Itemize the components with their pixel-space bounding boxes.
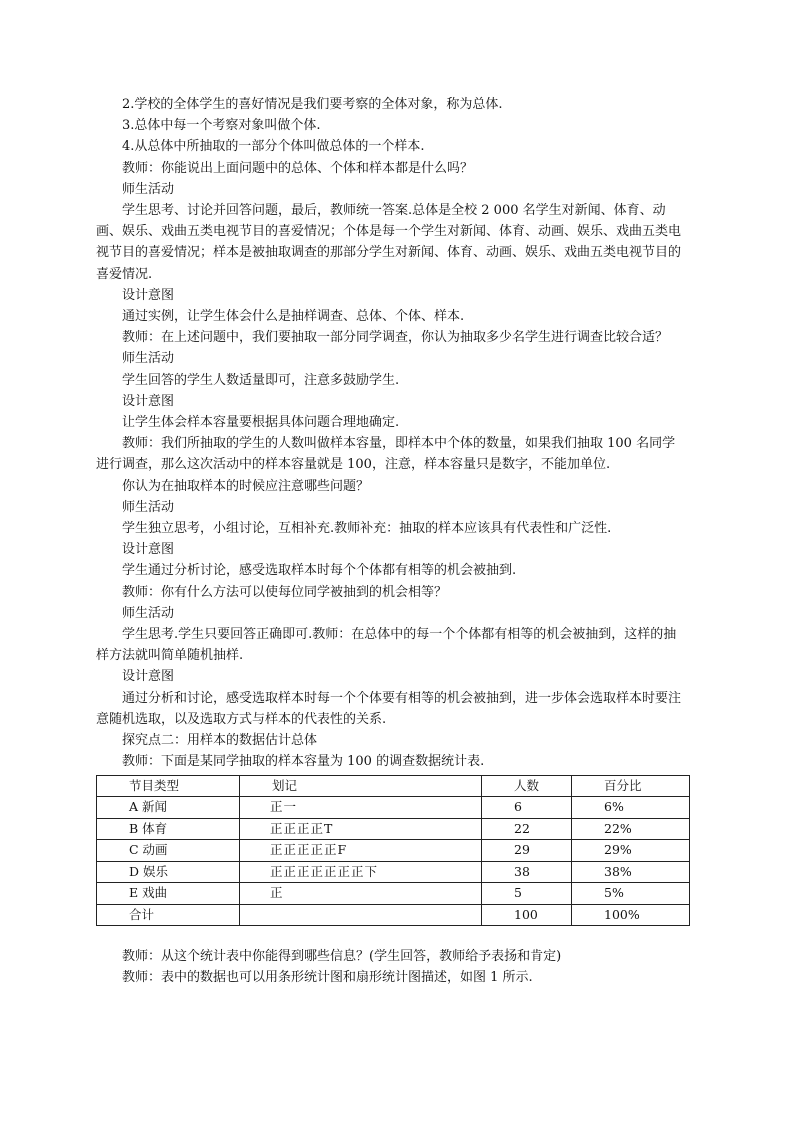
- cell-count: 5: [482, 883, 572, 905]
- paragraph: 教师：表中的数据也可以用条形统计图和扇形统计图描述，如图 1 所示.: [122, 970, 533, 986]
- paragraph: 你认为在抽取样本的时候应注意哪些问题？: [122, 478, 370, 494]
- cell-program-type: B 体育: [97, 818, 240, 840]
- paragraph: 学生思考、讨论并回答问题，最后，教师统一答案.总体是全校 2 000 名学生对新闻、体育、动画、娱乐、戏曲五类电视节目的喜爱情况；个体是每一个学生对新闻、体育、动画、娱乐、戏曲五类电视节目的喜爱情况；样本是被抽取调查的那部分学生对新闻、体育、动画、娱乐、戏曲五类电视节目的喜爱情况.: [96, 203, 682, 282]
- cell-count: 22: [482, 818, 572, 840]
- cell-program-type: C 动画: [97, 840, 240, 862]
- paragraph: 3.总体中每一个考察对象叫做个体.: [122, 118, 321, 134]
- paragraph: 探究点二：用样本的数据估计总体: [122, 733, 318, 749]
- table-row: [97, 904, 690, 926]
- table-row: [97, 797, 690, 819]
- table-row: [97, 861, 690, 883]
- paragraph: 2.学校的全体学生的喜好情况是我们要考察的全体对象，称为总体.: [122, 97, 503, 112]
- paragraph: 教师：我们所抽取的学生的人数叫做样本容量，即样本中个体的数量，如果我们抽取 100 名同学进行调查，那么这次活动中的样本容量就是 100，注意，样本容量只是数字，不能加单位.: [96, 436, 676, 473]
- cell-tally: 正正正正T: [240, 818, 482, 840]
- cell-tally: 正: [240, 883, 482, 905]
- paragraph: 师生活动: [122, 181, 175, 197]
- paragraph: 让学生体会样本容量要根据具体问题合理地确定.: [122, 415, 400, 431]
- paragraph: 师生活动: [122, 605, 175, 621]
- paragraph: 教师：你有什么方法可以使每位同学被抽到的机会相等？: [122, 584, 448, 600]
- cell-program-type: D 娱乐: [97, 861, 240, 883]
- cell-count: 29: [482, 840, 572, 862]
- paragraph: 教师：下面是某同学抽取的样本容量为 100 的调查数据统计表.: [122, 754, 485, 770]
- paragraph: 学生通过分析讨论，感受选取样本时每个个体都有相等的机会被抽到.: [122, 563, 517, 579]
- cell-program-type: E 戏曲: [97, 883, 240, 905]
- table-header-row: [97, 775, 690, 797]
- paragraph: 学生思考.学生只要回答正确即可.教师：在总体中的每一个个体都有相等的机会被抽到，这样的抽样方法就叫简单随机抽样.: [96, 627, 677, 664]
- paragraph: 教师：在上述问题中，我们要抽取一部分同学调查，你认为抽取多少名学生进行调查比较合适？: [122, 330, 669, 346]
- cell-count: 6: [482, 797, 572, 819]
- paragraph: 设计意图: [122, 542, 175, 558]
- table-row: [97, 818, 690, 840]
- header-program-type: 节目类型: [97, 775, 240, 797]
- header-tally: 划记: [240, 775, 482, 797]
- statistics-table: [96, 775, 690, 927]
- cell-program-type: 合计: [97, 904, 240, 926]
- cell-count: 38: [482, 861, 572, 883]
- cell-program-type: A 新闻: [97, 797, 240, 819]
- cell-tally: [240, 904, 482, 926]
- paragraph: 设计意图: [122, 287, 175, 303]
- cell-percent: 100%: [572, 904, 690, 926]
- paragraph: 学生回答的学生人数适量即可，注意多鼓励学生.: [122, 372, 400, 388]
- paragraphs-bottom: [96, 946, 688, 988]
- paragraph: 设计意图: [122, 393, 175, 409]
- document-body: [96, 94, 688, 988]
- cell-percent: 38%: [572, 861, 690, 883]
- cell-percent: 29%: [572, 840, 690, 862]
- paragraph: 教师：从这个统计表中你能得到哪些信息？(学生回答，教师给予表扬和肯定): [122, 949, 562, 964]
- table-row: [97, 840, 690, 862]
- paragraph: 通过分析和讨论，感受选取样本时每一个个体要有相等的机会被抽到，进一步体会选取样本时要注意随机选取，以及选取方式与样本的代表性的关系.: [96, 690, 682, 727]
- table-row: [97, 883, 690, 905]
- paragraph: 师生活动: [122, 351, 175, 367]
- header-count: 人数: [482, 775, 572, 797]
- header-percent: 百分比: [572, 775, 690, 797]
- paragraph: 教师：你能说出上面问题中的总体、个体和样本都是什么吗？: [122, 160, 474, 176]
- paragraph: 通过实例，让学生体会什么是抽样调查、总体、个体、样本.: [122, 309, 465, 325]
- paragraph: 4.从总体中所抽取的一部分个体叫做总体的一个样本.: [122, 139, 425, 155]
- cell-tally: 正正正正正正正下: [240, 861, 482, 883]
- cell-percent: 22%: [572, 818, 690, 840]
- paragraph: 学生独立思考，小组讨论，互相补充.教师补充：抽取的样本应该具有代表性和广泛性.: [122, 521, 612, 537]
- table-body: [97, 797, 690, 926]
- cell-tally: 正一: [240, 797, 482, 819]
- cell-tally: 正正正正正F: [240, 840, 482, 862]
- cell-percent: 5%: [572, 883, 690, 905]
- cell-count: 100: [482, 904, 572, 926]
- paragraphs-top: [96, 94, 688, 773]
- cell-percent: 6%: [572, 797, 690, 819]
- paragraph: 设计意图: [122, 669, 175, 685]
- paragraph: 师生活动: [122, 499, 175, 515]
